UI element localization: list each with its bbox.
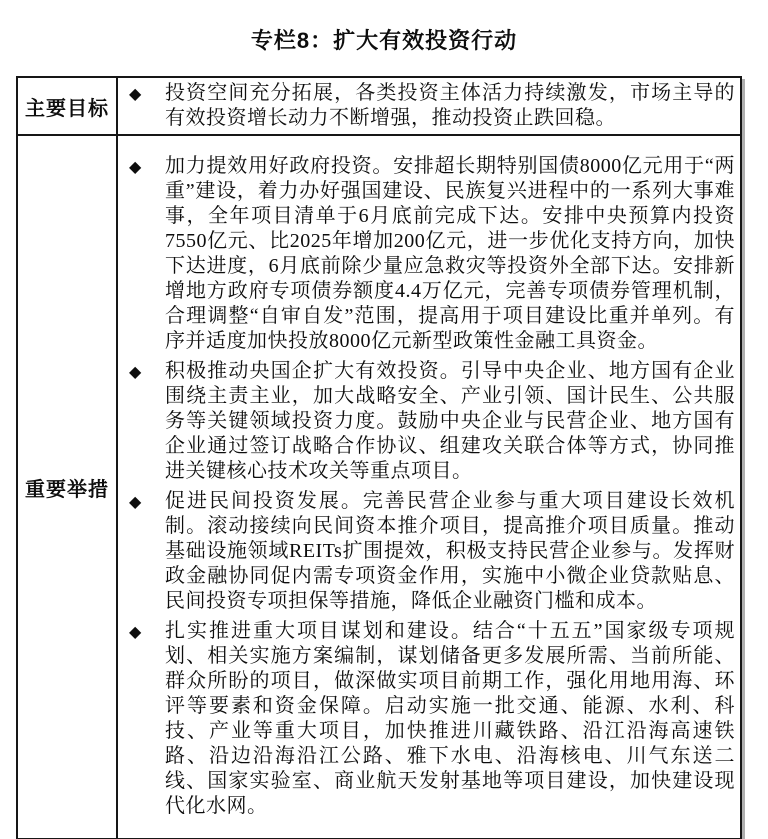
bullet-text: 扎实推进重大项目谋划和建设。结合“十五五”国家级专项规划、相关实施方案编制，谋划储备更多发展所需、当前所能、群众所盼的项目，做深做实项目前期工作，强化用地用海、环评等要素和资金保障。启动实施一批交通、能源、水利、科技、产业等重大项目，加快推进川藏铁路、沿江沿海高速铁路、沿边沿海沿江公路、雅下水电、沿海核电、川气东送二线、国家实验室、商业航天发射基地等项目建设，加快建设现代化水网。 bbox=[165, 620, 735, 817]
list-item bbox=[118, 81, 735, 131]
diamond-bullet-icon: ◆ bbox=[129, 492, 142, 511]
diamond-bullet-icon: ◆ bbox=[129, 84, 142, 103]
list-item bbox=[118, 154, 735, 354]
diamond-bullet-icon: ◆ bbox=[129, 622, 142, 641]
key-measures-content-cell bbox=[117, 135, 741, 839]
list-item bbox=[118, 489, 735, 614]
diamond-bullet-icon: ◆ bbox=[129, 362, 142, 381]
diamond-bullet-icon: ◆ bbox=[129, 157, 142, 176]
main-goals-content-cell bbox=[117, 77, 741, 135]
row-label-main-goals: 主要目标 bbox=[17, 77, 117, 135]
bullet-text: 积极推动央国企扩大有效投资。引导中央企业、地方国有企业围绕主责主业，加大战略安全、产业引领、国计民生、公共服务等关键领域投资力度。鼓励中央企业与民营企业、地方国有企业通过签订战略合作协议、组建攻关联合体等方式，协同推进关键核心技术攻关等重点项目。 bbox=[165, 360, 735, 482]
row-label-key-measures: 重要举措 bbox=[17, 135, 117, 839]
bullet-text: 加力提效用好政府投资。安排超长期特别国债8000亿元用于“两重”建设，着力办好强国建设、民族复兴进程中的一系列大事难事，全年项目清单于6月底前完成下达。安排中央预算内投资7550亿元、比2025年增加200亿元，进一步优化支持方向，加快下达进度，6月底前除少量应急救灾等投资外全部下达。安排新增地方政府专项债券额度4.4万亿元，完善专项债券管理机制，合理调整“自审自发”范围，提高用于项目建设比重并单列。有序并适度加快投放8000亿元新型政策性金融工具资金。 bbox=[165, 155, 735, 352]
list-item bbox=[118, 619, 735, 819]
table-row-key-measures bbox=[17, 135, 741, 839]
bullet-text: 投资空间充分拓展，各类投资主体活力持续激发，市场主导的有效投资增长动力不断增强，推动投资止跌回稳。 bbox=[165, 82, 735, 129]
main-goals-bullet-list bbox=[118, 81, 735, 131]
table-row-main-goals bbox=[17, 77, 741, 135]
list-item bbox=[118, 359, 735, 484]
box-table bbox=[16, 76, 742, 839]
page-title: 专栏8：扩大有效投资行动 bbox=[250, 28, 518, 53]
key-measures-bullet-list bbox=[118, 154, 735, 819]
bullet-text: 促进民间投资发展。完善民营企业参与重大项目建设长效机制。滚动接续向民间资本推介项目，提高推介项目质量。推动基础设施领域REITs扩围提效，积极支持民营企业参与。发挥财政金融协同促内需专项资金作用，实施中小微企业贷款贴息、民间投资专项担保等措施，降低企业融资门槛和成本。 bbox=[165, 490, 735, 612]
